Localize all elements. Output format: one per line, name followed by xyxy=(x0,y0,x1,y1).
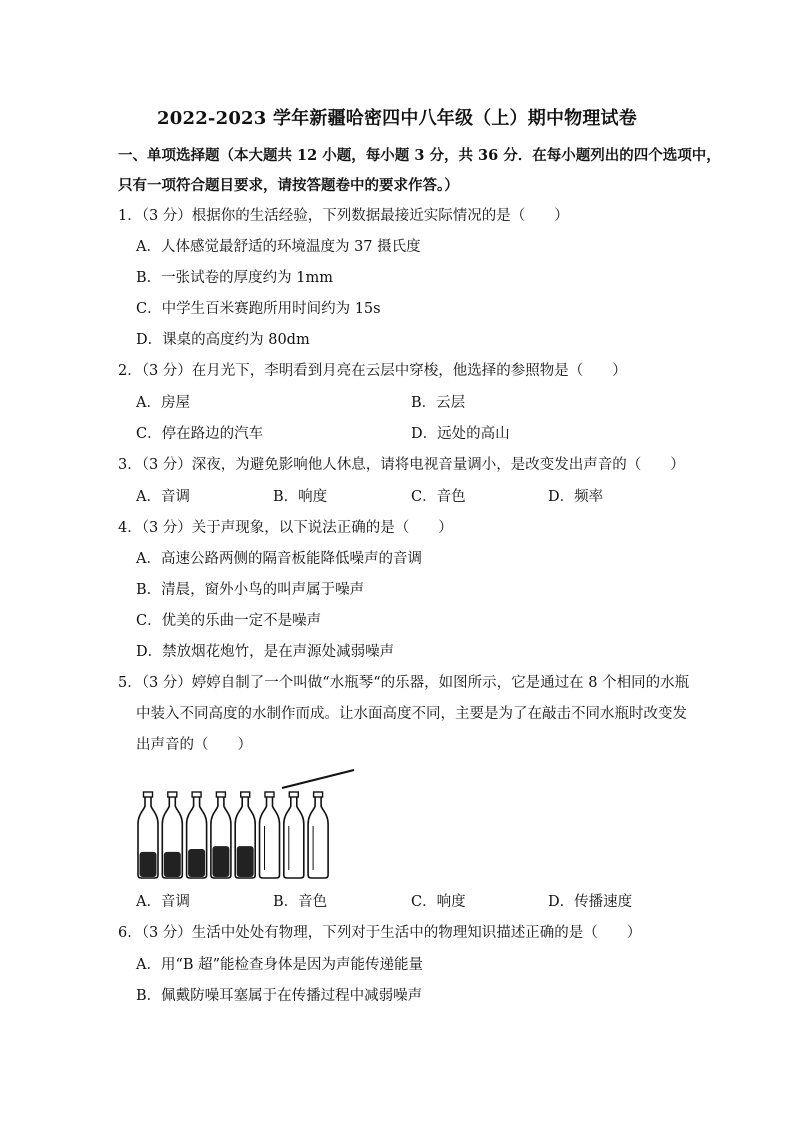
question-4-option-c: C．优美的乐曲一定不是噪声 xyxy=(136,613,322,629)
question-5-option-b: B．音色 xyxy=(273,894,328,910)
bottle-outline xyxy=(284,796,304,878)
question-4-option-a: A．高速公路两侧的隔音板能降低噪声的音调 xyxy=(136,551,422,567)
question-3-option-a: A．音调 xyxy=(136,489,190,505)
question-1-option-a: A．人体感觉最舒适的环境温度为 37 摄氏度 xyxy=(136,239,421,255)
bottle-outline xyxy=(308,796,328,878)
bottle-water xyxy=(164,852,181,877)
water-bottle-xylophone-figure xyxy=(134,768,364,882)
question-5-option-c: C．响度 xyxy=(411,894,466,910)
section-instructions-line-2: 只有一项符合题目要求，请按答题卷中的要求作答。） xyxy=(118,177,459,194)
exam-title: 2022-2023 学年新疆哈密四中八年级（上）期中物理试卷 xyxy=(157,108,637,129)
striking-stick xyxy=(282,770,354,788)
question-2-option-a: A．房屋 xyxy=(136,395,190,411)
bottle-water xyxy=(237,846,254,877)
bottle-6 xyxy=(260,792,280,878)
question-1-stem: 1．（3 分）根据你的生活经验，下列数据最接近实际情况的是（ ） xyxy=(118,208,569,224)
question-1-option-b: B．一张试卷的厚度约为 1mm xyxy=(136,270,333,286)
bottle-water xyxy=(212,846,229,877)
question-5-option-a: A．音调 xyxy=(136,894,190,910)
bottle-outline xyxy=(260,796,280,878)
question-3-option-b: B．响度 xyxy=(273,489,328,505)
bottle-water xyxy=(140,852,157,877)
bottle-4 xyxy=(211,792,231,878)
question-2-option-d: D．远处的高山 xyxy=(411,426,510,442)
question-2-option-b: B．云层 xyxy=(411,395,466,411)
question-5-stem-line-2: 中装入不同高度的水制作而成。让水面高度不同，主要是为了在敲击不同水瓶时改变发 xyxy=(136,706,687,722)
bottle-3 xyxy=(187,792,207,878)
question-1-option-c: C．中学生百米赛跑所用时间约为 15s xyxy=(136,301,381,317)
question-6-stem: 6．（3 分）生活中处处有物理，下列对于生活中的物理知识描述正确的是（ ） xyxy=(118,925,642,941)
bottle-water xyxy=(188,849,205,877)
question-2-option-c: C．停在路边的汽车 xyxy=(136,426,264,442)
question-5-stem-line-1: 5．（3 分）婷婷自制了一个叫做“水瓶琴“的乐器，如图所示，它是通过在 8 个相同的水瓶 xyxy=(118,675,690,691)
question-2-stem: 2．（3 分）在月光下，李明看到月亮在云层中穿梭，他选择的参照物是（ ） xyxy=(118,363,627,379)
question-4-option-b: B．清晨，窗外小鸟的叫声属于噪声 xyxy=(136,582,365,598)
bottle-mouth xyxy=(314,792,323,797)
question-5-stem-line-3: 出声音的（ ） xyxy=(136,737,252,753)
question-3-stem: 3．（3 分）深夜，为避免影响他人休息，请将电视音量调小，是改变发出声音的（ ） xyxy=(118,457,685,473)
question-1-option-d: D．课桌的高度约为 80dm xyxy=(136,332,310,348)
question-3-option-c: C．音色 xyxy=(411,489,466,505)
question-4-stem: 4．（3 分）关于声现象，以下说法正确的是（ ） xyxy=(118,520,453,536)
question-3-option-d: D．频率 xyxy=(548,489,604,505)
question-6-option-b: B．佩戴防噪耳塞属于在传播过程中减弱噪声 xyxy=(136,988,423,1004)
bottle-mouth xyxy=(192,792,201,797)
bottle-mouth xyxy=(168,792,177,797)
question-5-option-d: D．传播速度 xyxy=(548,894,633,910)
bottle-mouth xyxy=(265,792,274,797)
bottle-5 xyxy=(235,792,255,878)
question-6-option-a: A．用“B 超”能检查身体是因为声能传递能量 xyxy=(136,957,424,973)
bottle-mouth xyxy=(216,792,225,797)
bottle-mouth xyxy=(241,792,250,797)
bottle-mouth xyxy=(144,792,153,797)
bottle-mouth xyxy=(289,792,298,797)
section-instructions-line-1: 一、单项选择题（本大题共 12 小题，每小题 3 分，共 36 分．在每小题列出的四个选项中， xyxy=(118,147,721,164)
bottle-1 xyxy=(138,792,158,878)
bottle-7 xyxy=(284,792,304,878)
question-4-option-d: D．禁放烟花炮竹，是在声源处减弱噪声 xyxy=(136,644,395,660)
bottle-8 xyxy=(308,792,328,878)
bottle-2 xyxy=(162,792,182,878)
